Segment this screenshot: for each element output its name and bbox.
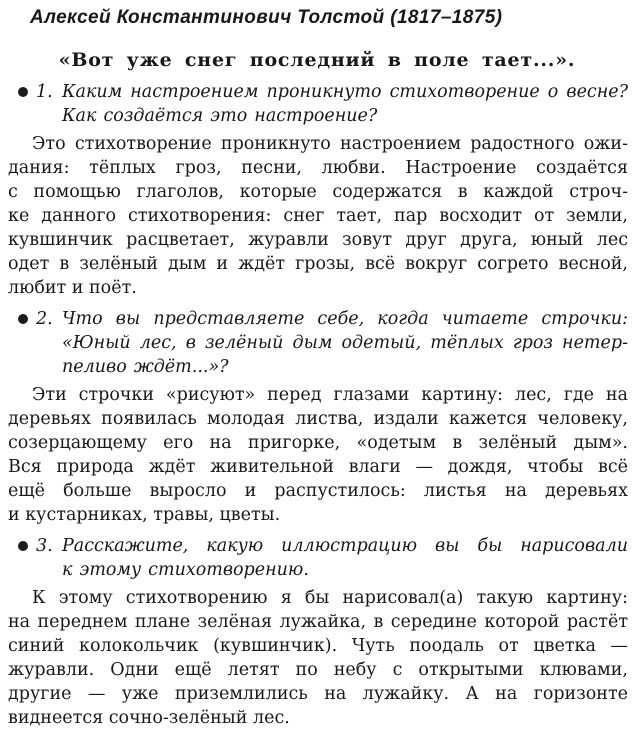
question-text xyxy=(62,307,628,379)
text-line: К этому стихотворению я бы нарисовал(а) такую картину: xyxy=(32,588,628,608)
question-number: 2. xyxy=(36,309,53,329)
question-number: 3. xyxy=(36,536,53,556)
text-line: «Юный лес, в зелёный дым одетый, тёплых гроз нетер- xyxy=(62,333,628,353)
answer-1 xyxy=(6,132,628,300)
question-text xyxy=(62,80,628,128)
text-line: деревьях появилась молодая листва, издали кажется человеку, xyxy=(8,409,628,429)
text-line: Каким настроением проникнуто стихотворение о весне? xyxy=(62,82,628,102)
text-line: синий колокольчик (кувшинчик). Чуть поодаль от цветка — xyxy=(8,636,628,656)
bullet-icon xyxy=(18,87,28,97)
answer-3 xyxy=(6,586,628,730)
answer-2 xyxy=(6,383,628,527)
text-line: другие — уже приземлились на лужайку. А на горизонте xyxy=(8,684,628,704)
poem-title: «Вот уже снег последний в поле тает...». xyxy=(58,49,576,71)
text-line: Как создаётся это настроение? xyxy=(62,106,378,126)
qa-block-1 xyxy=(6,80,628,300)
text-line: ещё больше выросло и распустилось: листья на деревьях xyxy=(8,481,628,501)
question-2 xyxy=(6,307,628,379)
bullet-icon xyxy=(18,314,28,324)
text-line: дания: тёплых гроз, песни, любви. Настроение создаётся xyxy=(8,158,628,178)
question-3 xyxy=(6,534,628,582)
text-line: с помощью глаголов, которые содержатся в каждой строч- xyxy=(8,182,628,202)
text-line: и кустарниках, травы, цветы. xyxy=(8,505,281,525)
text-line: Расскажите, какую иллюстрацию вы бы нарисовали xyxy=(62,536,628,556)
text-line: любит и поёт. xyxy=(8,278,137,298)
text-line: на переднем плане зелёная лужайка, в середине которой растёт xyxy=(8,612,628,632)
text-line: созерцающему его на пригорке, «одетым в зелёный дым». xyxy=(8,433,628,453)
text-line: одет в зелёный дым и ждёт грозы, всё вокруг согрето весной, xyxy=(8,254,628,274)
text-line: виднеется сочно-зелёный лес. xyxy=(8,708,290,728)
text-line: ке данного стихотворения: снег тает, пар восходит от земли, xyxy=(8,206,628,226)
text-line: Что вы представляете себе, когда читаете строчки: xyxy=(62,309,628,329)
text-line: Эти строчки «рисуют» перед глазами картину: лес, где на xyxy=(32,385,628,405)
text-line: журавли. Одни ещё летят по небу с открытыми клювами, xyxy=(8,660,628,680)
text-line: Вся природа ждёт живительной влаги — дождя, чтобы всё xyxy=(8,457,628,477)
question-number: 1. xyxy=(36,82,53,102)
bullet-icon xyxy=(18,541,28,551)
question-1 xyxy=(6,80,628,128)
text-line: кувшинчик расцветает, журавли зовут друг друга, юный лес xyxy=(8,230,628,250)
text-line: к этому стихотворению. xyxy=(62,560,309,580)
question-text xyxy=(62,534,628,582)
author-heading: Алексей Константинович Толстой (1817–1875) xyxy=(30,7,503,28)
text-line: Это стихотворение проникнуто настроением радостного ожи- xyxy=(32,134,628,154)
qa-block-3 xyxy=(6,534,628,730)
qa-block-2 xyxy=(6,307,628,527)
text-line: пеливо ждёт...»? xyxy=(62,357,229,377)
